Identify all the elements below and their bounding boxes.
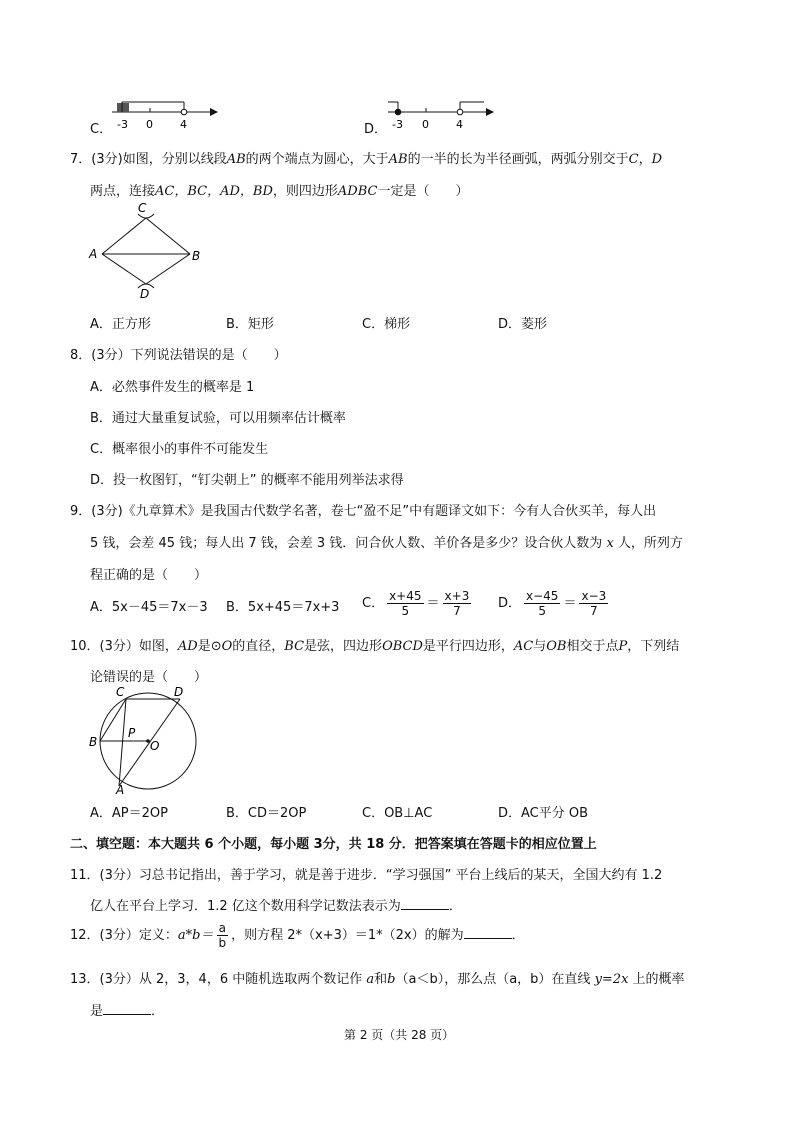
point-label-o: O xyxy=(150,739,160,753)
q7-figure xyxy=(86,200,216,300)
tick-label: -3 xyxy=(392,118,403,131)
q9-option-a: A．5x－45＝7x－3 xyxy=(90,600,208,615)
q7-option-d: D．菱形 xyxy=(498,317,548,332)
tick-label: 4 xyxy=(180,118,187,131)
fraction: $\frac{x+3}{7}$ xyxy=(444,589,470,618)
tick-label: 0 xyxy=(146,118,153,131)
q7-line1: 7．(3分)如图，分别以线段AB的两个端点为圆心，大于AB的一半的长为半径画弧，两弧分别交于C，D xyxy=(70,152,663,167)
fraction: $\frac{a}{b}$ xyxy=(218,921,227,950)
q8-option-c: C．概率很小的事件不可能发生 xyxy=(90,442,269,457)
fraction: $\frac{x+45}{5}$ xyxy=(389,589,422,618)
answer-blank xyxy=(464,926,512,939)
point-label-c: C xyxy=(116,685,125,699)
q13-line1: 13．(3分）从 2，3，4，6 中随机选取两个数记作 a和b（a＜b），那么点（a，b）在直线 y=2x 上的概率 xyxy=(70,972,685,987)
q10-option-d: D．AC平分 OB xyxy=(498,806,589,821)
q8-option-d: D．投一枚图钉，“钉尖朝上” 的概率不能用列举法求得 xyxy=(90,473,404,488)
point-label-a: A xyxy=(89,247,98,261)
point-label-b: B xyxy=(89,735,98,749)
point-label-b: B xyxy=(192,249,201,263)
q8-option-a: A．必然事件发生的概率是 1 xyxy=(90,380,255,395)
point-label-p: P xyxy=(128,726,136,740)
q9-option-d: D． $\frac{x-45}{5}$ ＝ $\frac{x-3}{7}$ xyxy=(498,589,607,618)
q8-option-b: B．通过大量重复试验，可以用频率估计概率 xyxy=(90,411,346,426)
point-label-a: A xyxy=(116,783,125,794)
q10-option-c: C．OB⊥AC xyxy=(362,806,433,821)
q10-option-b: B．CD＝2OP xyxy=(226,806,307,821)
q8-stem: 8．(3分）下列说法错误的是（ ） xyxy=(70,348,287,363)
q7-option-b: B．矩形 xyxy=(226,317,274,332)
tick-label: 4 xyxy=(456,118,463,131)
section-title: 二、填空题：本大题共 6 个小题，每小题 3分，共 18 分．把答案填在答题卡的相应位置上 xyxy=(70,837,597,852)
number-line-d xyxy=(384,96,496,132)
q7-line2: 两点，连接AC，BC，AD，BD，则四边形ADBC一定是（ ） xyxy=(90,184,469,199)
q10-line2: 论错误的是（ ） xyxy=(90,670,208,685)
q10-option-a: A．AP＝2OP xyxy=(90,806,168,821)
tick-label: 0 xyxy=(422,118,429,131)
page-footer: 第 2 页（共 28 页） xyxy=(344,1028,455,1042)
q10-line1: 10．(3分）如图，AD是⊙O的直径，BC是弦，四边形OBCD是平行四边形，AC与OB相交于点P，下列结 xyxy=(70,639,680,654)
q9-line3: 程正确的是（ ） xyxy=(90,568,208,583)
q9-line1: 9．(3分)《九章算术》是我国古代数学名著，卷七“盈不足”中有题译文如下：今有人合伙买羊，每人出 xyxy=(70,504,657,519)
q9-option-c: C． $\frac{x+45}{5}$ ＝ $\frac{x+3}{7}$ xyxy=(362,589,470,618)
tick-label: -3 xyxy=(117,118,128,131)
q13-line2: 是 ． xyxy=(90,1004,165,1019)
point-label-c: C xyxy=(138,201,147,215)
q11-line2: 亿人在平台上学习．1.2 亿这个数用科学记数法表示为 ． xyxy=(90,899,462,914)
fraction: $\frac{x-45}{5}$ xyxy=(526,589,559,618)
q10-figure xyxy=(86,684,202,794)
fraction: $\frac{x-3}{7}$ xyxy=(581,589,607,618)
q7-option-c: C．梯形 xyxy=(362,317,411,332)
point-label-d: D xyxy=(174,685,184,699)
q7-option-a: A．正方形 xyxy=(90,317,151,332)
q11-line1: 11．(3分）习总书记指出，善于学习，就是善于进步．“学习强国” 平台上线后的某天，全国大约有 1.2 xyxy=(70,868,663,883)
answer-blank xyxy=(103,1002,151,1015)
q9-option-b: B．5x+45＝7x+3 xyxy=(226,600,340,615)
q6-option-c-label: C． xyxy=(90,122,113,137)
point-label-d: D xyxy=(140,287,150,300)
answer-blank xyxy=(401,897,449,910)
q12-line: 12．(3分）定义：a*b＝ $\frac{a}{b}$ ，则方程 2*（x+3）＝1*（2x）的解为 ． xyxy=(70,921,525,950)
number-line-c xyxy=(108,96,220,132)
q9-line2: 5 钱，会差 45 钱；每人出 7 钱，会差 3 钱．问合伙人数、羊价各是多少？设合伙人数为 x 人，所列方 xyxy=(90,536,683,551)
q6-option-d-label: D． xyxy=(364,122,388,137)
